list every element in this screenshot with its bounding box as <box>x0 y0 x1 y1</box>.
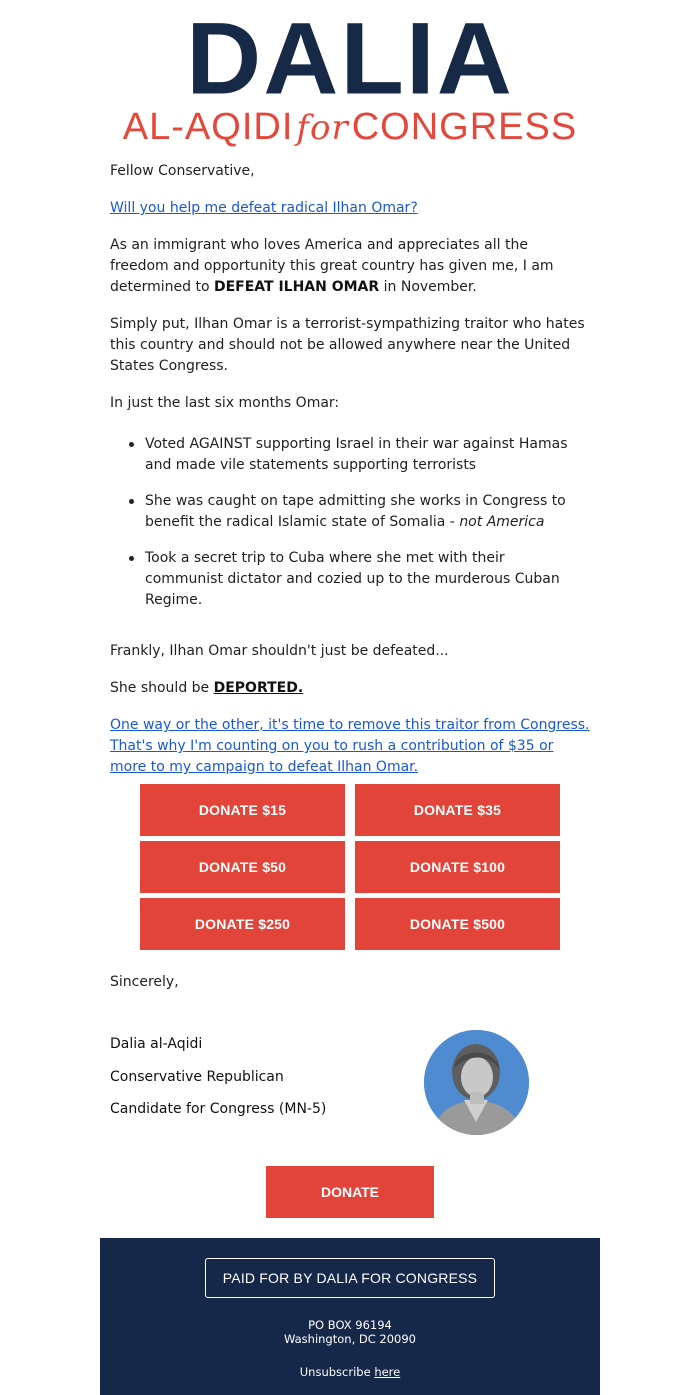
paragraph-immigrant <box>110 235 590 298</box>
donate-50-button[interactable]: DONATE $50 <box>140 841 345 893</box>
logo-name: DALIA <box>186 2 514 116</box>
donate-35-button[interactable]: DONATE $35 <box>355 784 560 836</box>
bullet-italic: not America <box>459 514 545 530</box>
deported-link[interactable]: DEPORTED. <box>213 680 304 696</box>
paragraph-frankly: Frankly, Ilhan Omar shouldn't just be defeated... <box>110 643 449 659</box>
deported-prefix: She should be <box>110 680 214 696</box>
greeting: Fellow Conservative, <box>110 163 255 179</box>
paragraph-traitor: Simply put, Ilhan Omar is a terrorist-sympathizing traitor who hates this country and should not be allowed anywhere near the United States Congress. <box>110 316 585 374</box>
list-item <box>145 491 585 533</box>
signature-candidate: Candidate for Congress (MN-5) <box>110 1101 327 1117</box>
donate-button-grid <box>140 784 560 950</box>
paragraph-immigrant-text: As an immigrant who loves America and appreciates all the freedom and opportunity this great country has given me, I am determined to <box>110 237 554 295</box>
donate-button[interactable]: DONATE <box>266 1166 434 1218</box>
headline <box>110 198 590 219</box>
unsubscribe-text: Unsubscribe <box>299 1365 375 1379</box>
paragraph-last-six-months: In just the last six months Omar: <box>110 395 340 411</box>
headline-link[interactable]: Will you help me defeat radical Ilhan Omar? <box>110 200 418 216</box>
cta-link[interactable]: One way or the other, it's time to remove this traitor from Congress. That's why I'm counting on you to rush a contribution of $35 or more to my campaign to defeat Ilhan Omar. <box>110 717 590 775</box>
list-item <box>145 434 585 476</box>
paragraph-immigrant-end: in November. <box>379 279 477 295</box>
cta-paragraph <box>110 715 590 778</box>
address-city: Washington, DC 20090 <box>283 1332 416 1346</box>
donate-100-button[interactable]: DONATE $100 <box>355 841 560 893</box>
closing: Sincerely, <box>110 974 179 990</box>
bullet-text: Took a secret trip to Cuba where she met with their communist dictator and cozied up to the murderous Cuban Regime. <box>145 550 560 608</box>
unsubscribe-line <box>100 1364 600 1380</box>
bullet-text: She was caught on tape admitting she works in Congress to benefit the radical Islamic state of Somalia - <box>145 493 566 530</box>
logo-congress: CONGRESS <box>351 106 578 148</box>
paragraph-deported <box>110 678 590 699</box>
paid-for-disclaimer: PAID FOR BY DALIA FOR CONGRESS <box>205 1258 495 1298</box>
unsubscribe-link[interactable]: here <box>374 1365 401 1379</box>
mailing-address <box>100 1318 600 1346</box>
bullet-text: Voted AGAINST supporting Israel in their war against Hamas and made vile statements supporting terrorists <box>145 436 568 473</box>
candidate-photo <box>424 1030 529 1135</box>
signature-name: Dalia al-Aqidi <box>110 1036 203 1052</box>
campaign-logo <box>0 2 700 149</box>
donate-250-button[interactable]: DONATE $250 <box>140 898 345 950</box>
footer <box>100 1238 600 1395</box>
signature-title: Conservative Republican <box>110 1069 284 1085</box>
list-item <box>145 548 585 611</box>
donate-500-button[interactable]: DONATE $500 <box>355 898 560 950</box>
defeat-omar-bold: DEFEAT ILHAN OMAR <box>213 279 380 295</box>
omar-record-list <box>145 434 585 626</box>
candidate-portrait-icon <box>424 1030 529 1135</box>
logo-for: for <box>296 108 349 148</box>
donate-15-button[interactable]: DONATE $15 <box>140 784 345 836</box>
logo-surname: AL-AQIDI <box>122 106 294 148</box>
address-po-box: PO BOX 96194 <box>308 1318 392 1332</box>
